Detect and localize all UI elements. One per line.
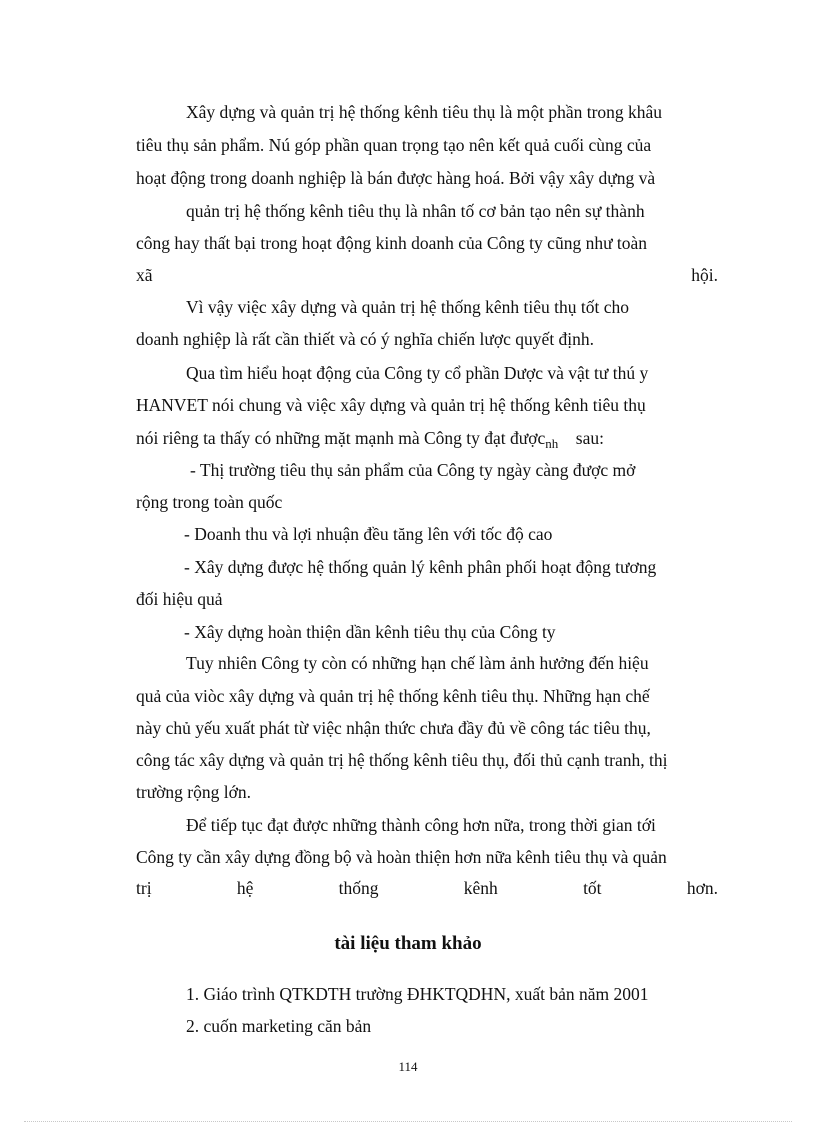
text: đối hiệu quả bbox=[136, 589, 223, 609]
subscript-text: nh bbox=[545, 436, 559, 451]
paragraph-1-line-4 bbox=[186, 200, 718, 222]
text: Tuy nhiên Công ty còn có những hạn chế làm ảnh hưởng đến hiệu bbox=[186, 653, 649, 673]
text: - Thị trường tiêu thụ sản phẩm của Công ty ngày càng được mở bbox=[190, 460, 636, 480]
text: - Xây dựng được hệ thống quản lý kênh phân phối hoạt động tương bbox=[184, 557, 657, 577]
text: hội. bbox=[691, 265, 718, 285]
bullet-4 bbox=[184, 621, 718, 643]
text: hoạt động trong doanh nghiệp là bán được hàng hoá. Bởi vậy xây dựng và bbox=[136, 168, 656, 188]
text: kênh bbox=[463, 878, 498, 898]
paragraph-1-line-3 bbox=[136, 167, 718, 189]
paragraph-4-line-3 bbox=[136, 717, 718, 739]
text: hơn. bbox=[686, 878, 718, 898]
paragraph-5-line-2 bbox=[136, 846, 718, 868]
text: doanh nghiệp là rất cần thiết và có ý nghĩa chiến lược quyết định. bbox=[136, 329, 595, 349]
bullet-3-line-2 bbox=[136, 588, 718, 610]
page-number: 114 bbox=[398, 1059, 418, 1074]
text: này chủ yếu xuất phát từ việc nhận thức chưa đầy đủ về công tác tiêu thụ, bbox=[136, 718, 651, 738]
references-heading: tài liệu tham khảo bbox=[334, 933, 482, 954]
text: rộng trong toàn quốc bbox=[136, 492, 283, 512]
text: sau: bbox=[575, 428, 604, 448]
text: tiêu thụ sản phẩm. Nú góp phần quan trọng tạo nên kết quả cuối cùng của bbox=[136, 135, 652, 155]
paragraph-5-line-1 bbox=[186, 814, 718, 836]
paragraph-2-line-1 bbox=[186, 296, 718, 318]
text: Công ty cần xây dựng đồng bộ và hoàn thiện hơn nữa kênh tiêu thụ và quản bbox=[136, 847, 667, 867]
text: - Doanh thu và lợi nhuận đều tăng lên với tốc độ cao bbox=[184, 524, 553, 544]
text: công tác xây dựng và quản trị hệ thống kênh tiêu thụ, đối thủ cạnh tranh, thị bbox=[136, 750, 668, 770]
text: Vì vậy việc xây dựng và quản trị hệ thống kênh tiêu thụ tốt cho bbox=[186, 297, 629, 317]
paragraph-2-line-2 bbox=[136, 328, 718, 350]
text: thống bbox=[338, 878, 379, 898]
bullet-1-line-2 bbox=[136, 491, 718, 513]
text: - Xây dựng hoàn thiện dần kênh tiêu thụ của Công ty bbox=[184, 622, 556, 642]
bullet-2 bbox=[184, 523, 718, 545]
paragraph-4-line-4 bbox=[136, 749, 718, 771]
paragraph-3-line-1 bbox=[186, 362, 718, 384]
bullet-1-line-1 bbox=[190, 459, 718, 481]
paragraph-3-line-2 bbox=[136, 394, 718, 416]
paragraph-4-line-1 bbox=[186, 652, 718, 674]
text: Qua tìm hiểu hoạt động của Công ty cổ phần Dược và vật tư thú y bbox=[186, 363, 649, 383]
text: trị bbox=[136, 878, 152, 898]
paragraph-1-line-2 bbox=[136, 134, 718, 156]
text: hệ bbox=[236, 878, 254, 898]
text: quản trị hệ thống kênh tiêu thụ là nhân tố cơ bản tạo nên sự thành bbox=[186, 201, 645, 221]
text: Để tiếp tục đạt được những thành công hơn nữa, trong thời gian tới bbox=[186, 815, 656, 835]
reference-item-2 bbox=[186, 1015, 718, 1037]
paragraph-1-line-6 bbox=[136, 264, 718, 286]
bullet-3-line-1 bbox=[184, 556, 718, 578]
paragraph-3-line-3 bbox=[136, 427, 718, 451]
footer-divider bbox=[24, 1121, 792, 1122]
paragraph-4-line-5 bbox=[136, 781, 718, 803]
text: tốt bbox=[583, 878, 602, 898]
paragraph-5-line-3 bbox=[136, 877, 718, 899]
reference-item-1 bbox=[186, 983, 718, 1005]
text: trường rộng lớn. bbox=[136, 782, 251, 802]
text: công hay thất bại trong hoạt động kinh doanh của Công ty cũng như toàn bbox=[136, 233, 648, 253]
text: xã bbox=[136, 265, 153, 285]
text: quả của viòc xây dựng và quản trị hệ thống kênh tiêu thụ. Những hạn chế bbox=[136, 686, 650, 706]
text: Xây dựng và quản trị hệ thống kênh tiêu thụ là một phần trong khâu bbox=[186, 102, 663, 122]
text: HANVET nói chung và việc xây dựng và quản trị hệ thống kênh tiêu thụ bbox=[136, 395, 646, 415]
text: 1. Giáo trình QTKDTH trường ĐHKTQDHN, xuất bản năm 2001 bbox=[186, 984, 649, 1004]
paragraph-4-line-2 bbox=[136, 685, 718, 707]
paragraph-1-line-5 bbox=[136, 232, 718, 254]
paragraph-1-line-1 bbox=[186, 101, 718, 123]
text: 2. cuốn marketing căn bản bbox=[186, 1016, 372, 1036]
text: nói riêng ta thấy có những mặt mạnh mà Công ty đạt được bbox=[136, 428, 546, 448]
